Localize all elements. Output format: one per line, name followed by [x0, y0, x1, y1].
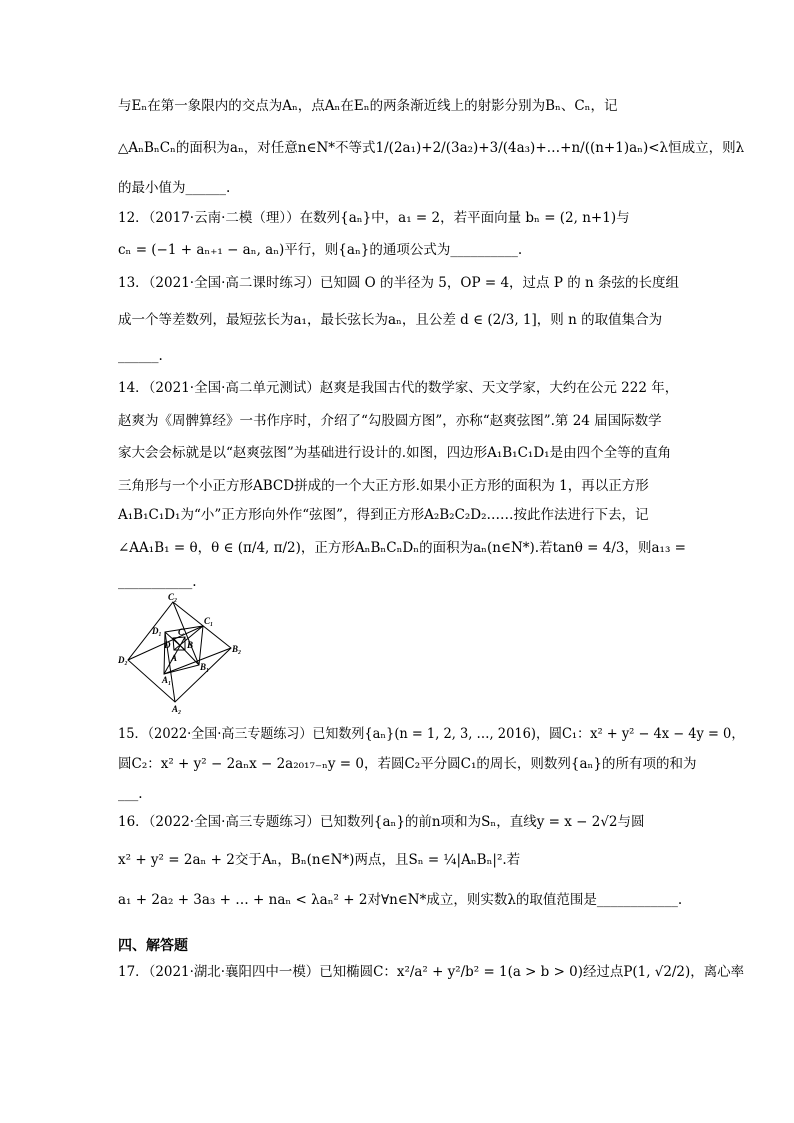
problem-14-line-2: 赵爽为《周髀算经》一书作序时，介绍了“勾股圆方图”，亦称“赵爽弦图”.第 24 届国际数学: [118, 413, 662, 429]
section-heading-answers: 四、解答题: [118, 938, 188, 954]
problem-11-line-3: 的最小值为______.: [118, 180, 231, 196]
problem-16-line-2: x² + y² = 2aₙ + 2交于Aₙ，Bₙ(n∈N*)两点，且Sₙ = ¼|AₙBₙ|².若: [118, 852, 521, 868]
problem-15-line-3: ___.: [118, 786, 143, 802]
label-b1: B₁: [200, 662, 210, 672]
problem-11-line-1: 与Eₙ在第一象限内的交点为Aₙ，点Aₙ在Eₙ的两条渐近线上的射影分别为Bₙ、Cₙ，记: [118, 98, 618, 114]
label-a1: A₁: [162, 675, 172, 685]
problem-13-line-2: 成一个等差数列，最短弦长为a₁，最长弦长为aₙ，且公差 d ∈ (2/3, 1]，则 n 的取值集合为: [118, 312, 663, 328]
problem-13-line-1: 13．（2021·全国·高二课时练习）已知圆 O 的半径为 5，OP = 4，过点 P 的 n 条弦的长度组: [118, 275, 679, 291]
problem-14-line-1: 14．（2021·全国·高二单元测试）赵爽是我国古代的数学家、天文学家，大约在公元 222 年，: [118, 380, 679, 396]
problem-14-line-7: ___________.: [118, 574, 197, 590]
label-a: A: [171, 653, 178, 663]
problem-14-line-5: A₁B₁C₁D₁为“小”正方形向外作“弦图”，得到正方形A₂B₂C₂D₂……按此作法进行下去，记: [118, 507, 649, 523]
label-c1: C₁: [204, 616, 214, 626]
problem-15-line-2: 圆C₂：x² + y² − 2aₙx − 2a₂₀₁₇₋ₙy = 0，若圆C₂平分圆C₁的周长，则数列{aₙ}的所有项的和为: [118, 756, 697, 772]
problem-12-line-1: 12．（2017·云南·二模（理））在数列{aₙ}中，a₁ = 2，若平面向量 bₙ = (2, n+1)与: [118, 210, 630, 226]
label-a2: A₂: [172, 704, 182, 714]
zhao-shuang-string-diagram: [118, 590, 248, 715]
label-d2: D₂: [118, 655, 128, 665]
label-b2: B₂: [232, 644, 242, 654]
label-c2: C₂: [168, 592, 178, 602]
problem-13-line-3: ______.: [118, 348, 163, 364]
label-c: C: [178, 627, 185, 637]
label-b: B: [187, 640, 194, 650]
problem-17-line-1: 17．（2021·湖北·襄阳四中一模）已知椭圆C：x²/a² + y²/b² = 1(a > b > 0)经过点P(1, √2/2)，离心率: [118, 964, 745, 980]
problem-14-line-6: ∠AA₁B₁ = θ，θ ∈ (π/4, π/2)，正方形AₙBₙCₙDₙ的面积为aₙ(n∈N*).若tanθ = 4/3，则a₁₃ =: [118, 540, 686, 556]
problem-16-line-3: a₁ + 2a₂ + 3a₃ + … + naₙ < λaₙ² + 2对∀n∈N*成立，则实数λ的取值范围是____________.: [118, 892, 683, 908]
problem-14-line-3: 家大会会标就是以“赵爽弦图”为基础进行设计的.如图，四边形A₁B₁C₁D₁是由四个全等的直角: [118, 445, 672, 461]
problem-15-line-1: 15．（2022·全国·高三专题练习）已知数列{aₙ}(n = 1, 2, 3, …, 2016)，圆C₁：x² + y² − 4x − 4y = 0，: [118, 726, 745, 742]
label-d: D: [164, 640, 171, 650]
problem-16-line-1: 16．（2022·全国·高三专题练习）已知数列{aₙ}的前n项和为Sₙ，直线y = x − 2√2与圆: [118, 814, 645, 830]
problem-11-line-2: △AₙBₙCₙ的面积为aₙ，对任意n∈N*不等式1/(2a₁)+2/(3a₂)+3/(4a₃)+…+n/((n+1)aₙ)<λ恒成立，则λ: [118, 140, 745, 156]
problem-12-line-2: cₙ = (−1 + aₙ₊₁ − aₙ, aₙ)平行，则{aₙ}的通项公式为__________.: [118, 242, 523, 258]
problem-14-line-4: 三角形与一个小正方形ABCD拼成的一个大正方形.如果小正方形的面积为 1，再以正方形: [118, 478, 649, 494]
label-d1: D₁: [152, 626, 162, 636]
